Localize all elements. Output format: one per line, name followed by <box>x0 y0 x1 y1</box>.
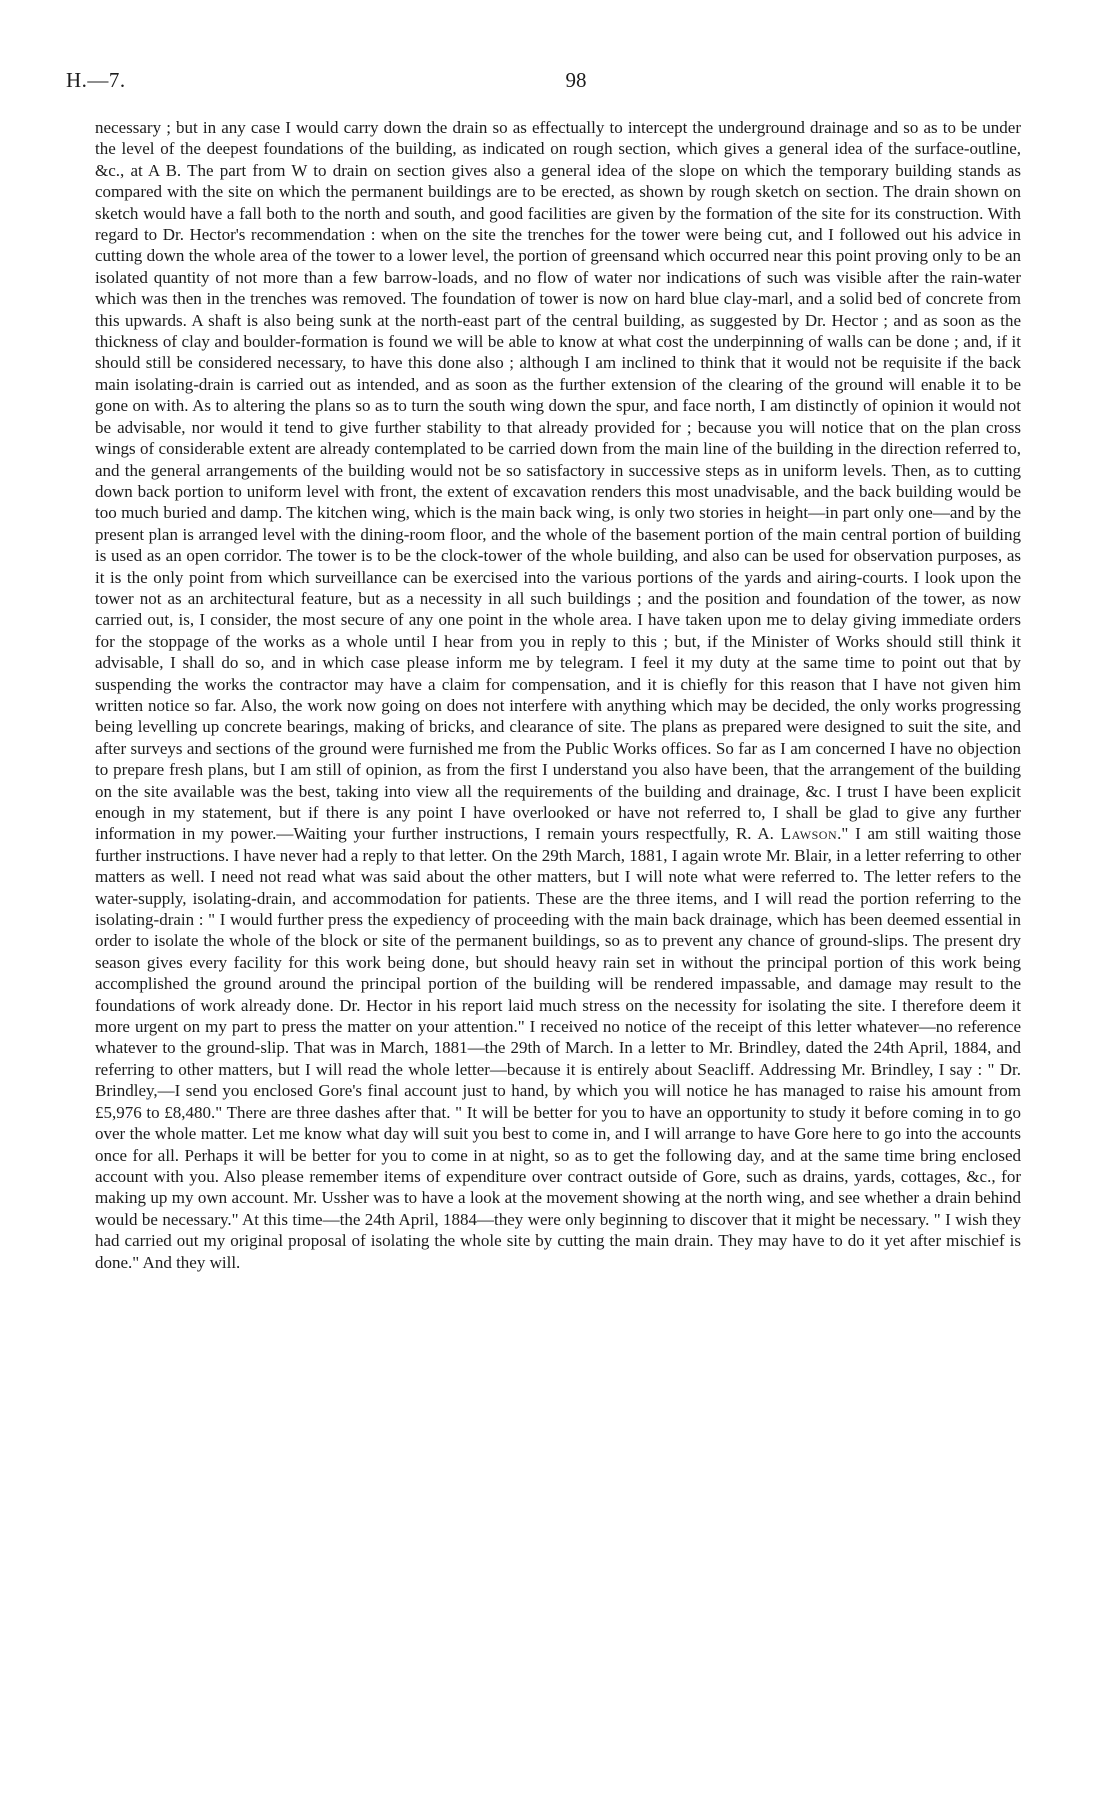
signature-name: Lawson <box>780 824 838 844</box>
page-number: 98 <box>565 68 587 92</box>
document-reference: H.—7. <box>66 68 126 92</box>
running-head <box>66 68 1036 102</box>
body-paragraph <box>95 117 1021 1273</box>
body-text-part-2: ." I am still waiting those further instructions. I have never had a reply to that letter. On the 29th March, 1881, I again wrote Mr. Blair, in a letter referring to other matters as well. I need not read what was said about the other matters, but I will note what were referred to. The letter refers to the water-supply, isolating-drain, and accommodation for patients. These are the three items, and I will read the portion referring to the isolating-drain : " I would further press the expediency of proceeding with the main back drainage, which has been deemed essential in order to isolate the whole of the block or site of the permanent buildings, so as to prevent any chance of ground-slips. The present dry season gives every facility for this work being done, but should heavy rain set in without the principal portion of this work being accomplished the ground around the principal portion of the building will be rendered impassable, and damage may result to the foundations of work already done. Dr. Hector in his report laid much stress on the necessity for isolating the site. I therefore deem it more urgent on my part to press the matter on your attention." I received no notice of the receipt of this letter whatever—no reference whatever to the ground-slip. That was in March, 1881—the 29th of March. In a letter to Mr. Brindley, dated the 24th April, 1884, and referring to other matters, but I will read the whole letter—because it is entirely about Seacliff. Addressing Mr. Brindley, I say : " Dr. Brindley,—I send you enclosed Gore's final account just to hand, by which you will notice he has managed to raise his amount from £5,976 to £8,480." There are three dashes after that. " It will be better for you to have an opportunity to study it before coming in to go over the whole matter. Let me know what day will suit you best to come in, and I will arrange to have Gore here to go into the accounts once for all. Perhaps it will be better for you to come in at night, so as to get the following day, and at the same time bring enclosed account with you. Also please remember items of expenditure over contract outside of Gore, such as drains, yards, cottages, &c., for making up my own account. Mr. Ussher was to have a look at the movement showing at the north wing, and see whether a drain behind would be necessary." At this time—the 24th April, 1884—they were only beginning to discover that it might be necessary. " I wish they had carried out my original proposal of isolating the whole site by cutting the main drain. They may have to do it yet after mischief is done." And they will. <box>95 824 1021 1272</box>
body-text-part-1: necessary ; but in any case I would carry down the drain so as effectually to intercept the underground drainage and so as to be under the level of the deepest foundations of the building, as indicated on rough section, which gives a general idea of the surface-outline, &c., at A B. The part from W to drain on section gives also a general idea of the slope on which the temporary building stands as compared with the site on which the permanent buildings are to be erected, as shown by rough sketch on section. The drain shown on sketch would have a fall both to the north and south, and good facilities are given by the formation of the site for its construction. With regard to Dr. Hector's recommendation : when on the site the trenches for the tower were being cut, and I followed out his advice in cutting down the whole area of the tower to a lower level, the portion of greensand which occurred near this point proving only to be an isolated quantity of not more than a few barrow-loads, and no flow of water nor indications of such was visible after the rain-water which was then in the trenches was removed. The foundation of tower is now on hard blue clay-marl, and a solid bed of concrete from this upwards. A shaft is also being sunk at the north-east part of the central building, as suggested by Dr. Hector ; and as soon as the thickness of clay and boulder-formation is found we will be able to know at what cost the underpinning of walls can be done ; and, if it should still be considered necessary, to have this done also ; although I am inclined to think that it would not be requisite if the back main isolating-drain is carried out as intended, and as soon as the further extension of the clearing of the ground will enable it to be gone on with. As to altering the plans so as to turn the south wing down the spur, and face north, I am distinctly of opinion it would not be advisable, nor would it tend to give further stability to that already provided for ; because you will notice that on the plan cross wings of considerable extent are already contemplated to be carried down from the main line of the building in the direction referred to, and the general arrangements of the building would not be so satisfactory in successive steps as in uniform levels. Then, as to cutting down back portion to uniform level with front, the extent of excavation renders this most unadvisable, and the back building would be too much buried and damp. The kitchen wing, which is the main back wing, is only two stories in height—in part only one—and by the present plan is arranged level with the dining-room floor, and the whole of the basement portion of the main central portion of building is used as an open corridor. The tower is to be the clock-tower of the whole building, and also can be used for observation purposes, as it is the only point from which surveillance can be exercised into the various portions of the yards and airing-courts. I look upon the tower not as an architectural feature, but as a necessity in all such buildings ; and the position and foundation of the tower, as now carried out, is, I consider, the most secure of any one point in the whole area. I have taken upon me to delay giving immediate orders for the stoppage of the works as a whole until I hear from you in reply to this ; but, if the Minister of Works should still think it advisable, I shall do so, and in which case please inform me by telegram. I feel it my duty at the same time to point out that by suspending the works the contractor may have a claim for compensation, and it is chiefly for this reason that I have not given him written notice so far. Also, the work now going on does not interfere with anything which may be decided, the only works progressing being levelling up concrete bearings, making of bricks, and clearance of site. The plans as prepared were designed to suit the site, and after surveys and sections of the ground were furnished me from the Public Works offices. So far as I am concerned I have no objection to prepare fresh plans, but I am still of opinion, as from the first I understand you also have been, that the arrangement of the building on the site available was the best, taking into view all the requirements of the building and drainage, &c. I trust I have been explicit enough in my statement, but if there is any point I have overlooked or have not referred to, I shall be glad to give any further information in my power.—Waiting your further instructions, I remain yours respectfully, R. A. <box>95 118 1021 844</box>
